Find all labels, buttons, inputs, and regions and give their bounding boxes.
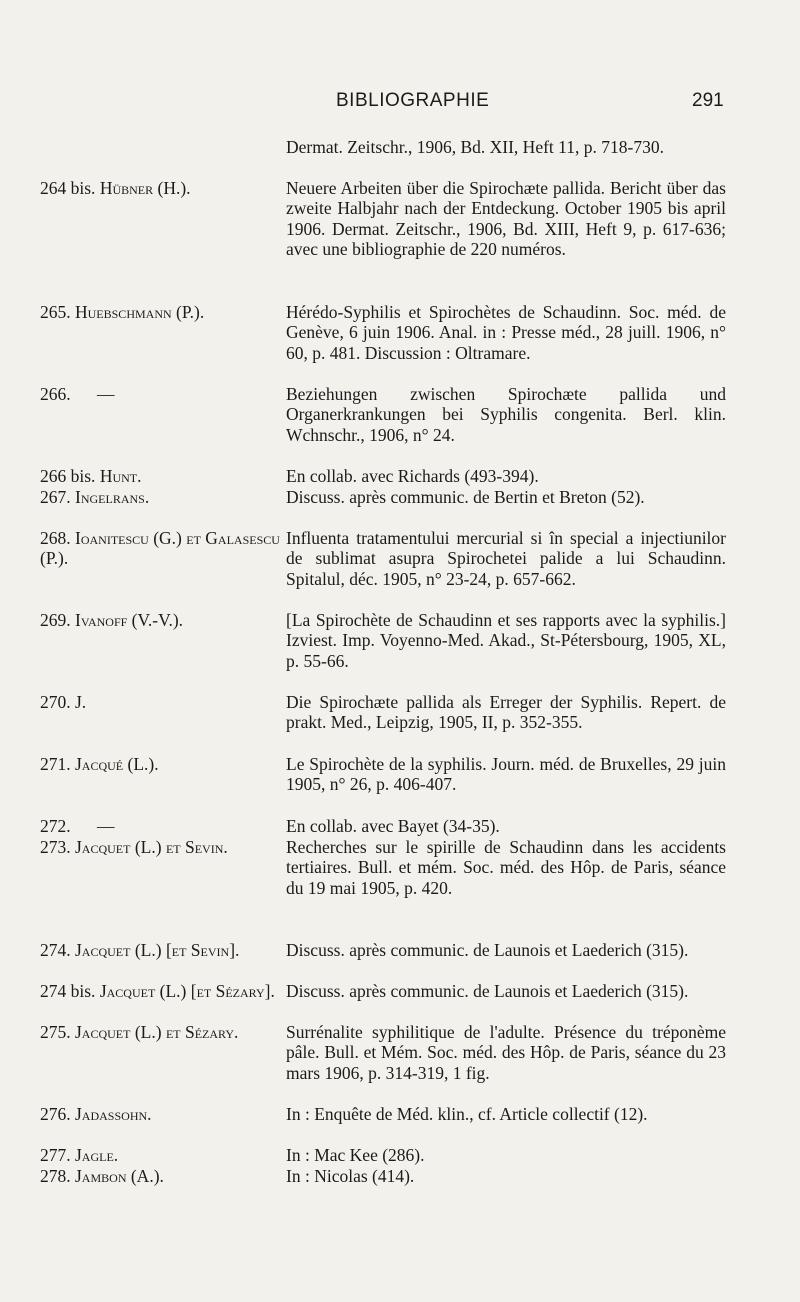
bibliography-entry [0, 302, 800, 384]
entry-heading [40, 487, 280, 507]
entry-number: 267. [40, 487, 71, 507]
entry-text: En collab. avec Richards (493-394). [286, 466, 539, 486]
entry-author: Jacquet (L.) [et Sevin]. [75, 940, 240, 960]
entry-heading [40, 754, 280, 774]
entry-number: 277. [40, 1145, 71, 1165]
bibliography-list [0, 137, 800, 1187]
entry-text: Neuere Arbeiten über die Spirochæte pallida. Bericht über das zweite Halbjahr nach der Entdeckung. October 1905 bis april 1906. Dermat. Zeitschr., 1906, Bd. XIII, Heft 9, p. 617-636; avec une bibliographie de 220 numéros. [286, 178, 726, 260]
bibliography-entry [0, 384, 800, 466]
entry-text: In : Nicolas (414). [286, 1166, 415, 1186]
bibliography-entry [0, 137, 800, 178]
entry-text: Le Spirochète de la syphilis. Journ. méd. de Bruxelles, 29 juin 1905, n° 26, p. 406-407. [286, 754, 726, 795]
entry-author: Jacqué (L.). [75, 754, 159, 774]
bibliography-entry [0, 981, 800, 1022]
entry-author: Huebschmann (P.). [75, 302, 205, 322]
entry-author: Ivanoff (V.-V.). [75, 610, 184, 630]
bibliography-entry [0, 466, 800, 487]
entry-author: Jagle. [75, 1145, 119, 1165]
page-number: 291 [692, 90, 724, 111]
entry-author: Ingelrans. [75, 487, 150, 507]
entry-number: 270. [40, 692, 71, 712]
entry-heading [40, 528, 280, 569]
bibliography-entry [0, 487, 800, 528]
entry-text: Recherches sur le spirille de Schaudinn dans les accidents tertiaires. Bull. et mém. Soc. méd. des Hôp. de Paris, séance du 19 mai 1905, p. 420. [286, 837, 726, 898]
entry-number: 275. [40, 1022, 71, 1042]
entry-author: Jacquet (L.) et Sézary. [75, 1022, 239, 1042]
page-title: BIBLIOGRAPHIE [336, 90, 490, 111]
entry-number: 271. [40, 754, 71, 774]
entry-number: 276. [40, 1104, 71, 1124]
entry-text: In : Enquête de Méd. klin., cf. Article collectif (12). [286, 1104, 648, 1124]
bibliography-entry [0, 1104, 800, 1145]
entry-text: Beziehungen zwischen Spirochæte pallida und Organerkrankungen bei Syphilis congenita. Berl. klin. Wchnschr., 1906, n° 24. [286, 384, 726, 445]
entry-heading [40, 816, 280, 836]
entry-heading [40, 302, 280, 322]
entry-text: Discuss. après communic. de Bertin et Breton (52). [286, 487, 645, 507]
entry-heading [40, 692, 280, 712]
entry-text: Surrénalite syphilitique de l'adulte. Présence du tréponème pâle. Bull. et Mém. Soc. méd. des Hôp. de Paris, séance du 23 mars 1906, p. 314-319, 1 fig. [286, 1022, 726, 1083]
bibliography-entry [0, 1166, 800, 1187]
entry-heading [40, 837, 280, 857]
entry-number: 278. [40, 1166, 71, 1186]
entry-number: 266 bis. [40, 466, 96, 486]
bibliography-entry [0, 940, 800, 981]
entry-author: Hunt. [99, 466, 142, 486]
entry-author: Jadassohn. [75, 1104, 152, 1124]
entry-heading [40, 940, 280, 960]
entry-number: 274 bis. [40, 981, 96, 1001]
bibliography-entry [0, 816, 800, 837]
entry-author: Jacquet (L.) [et Sézary]. [99, 981, 275, 1001]
entry-author: — [97, 384, 115, 404]
entry-text: En collab. avec Bayet (34-35). [286, 816, 500, 836]
entry-number: 272. [40, 816, 71, 836]
entry-author: Jambon (A.). [75, 1166, 164, 1186]
entry-heading [40, 384, 280, 404]
entry-number: 269. [40, 610, 71, 630]
entry-heading [40, 1166, 280, 1186]
entry-author: Ioanitescu (G.) et Galasescu (P.). [40, 528, 280, 569]
bibliography-entry [0, 610, 800, 692]
entry-author: — [97, 816, 115, 836]
entry-heading [40, 178, 280, 198]
bibliography-entry [0, 178, 800, 302]
entry-heading [40, 1022, 280, 1042]
entry-heading [40, 466, 280, 486]
entry-number: 265. [40, 302, 71, 322]
entry-heading [40, 610, 280, 630]
entry-text: Discuss. après communic. de Launois et Laederich (315). [286, 981, 689, 1001]
entry-text: Influenta tratamentului mercurial si în special a injectiunilor de sublimat asupra Spirochetei palide a lui Schaudinn. Spitalul, déc. 1905, n° 23-24, p. 657-662. [286, 528, 726, 589]
entry-text: Discuss. après communic. de Launois et Laederich (315). [286, 940, 689, 960]
entry-text: [La Spirochète de Schaudinn et ses rapports avec la syphilis.] Izviest. Imp. Voyenno-Med. Akad., St-Pétersbourg, 1905, XL, p. 55-66. [286, 610, 726, 671]
entry-text: Dermat. Zeitschr., 1906, Bd. XII, Heft 11, p. 718-730. [286, 137, 664, 157]
entry-text: In : Mac Kee (286). [286, 1145, 425, 1165]
entry-number: 273. [40, 837, 71, 857]
entry-text: Hérédo-Syphilis et Spirochètes de Schaudinn. Soc. méd. de Genève, 6 juin 1906. Anal. in : Presse méd., 28 juill. 1906, n° 60, p. 481. Discussion : Oltramare. [286, 302, 726, 363]
entry-number: 266. [40, 384, 71, 404]
bibliography-entry [0, 692, 800, 754]
entry-number: 264 bis. [40, 178, 96, 198]
bibliography-entry [0, 1022, 800, 1104]
entry-text: Die Spirochæte pallida als Erreger der Syphilis. Repert. de prakt. Med., Leipzig, 1905, II, p. 352-355. [286, 692, 726, 733]
entry-author: J. [75, 692, 87, 712]
bibliography-entry [0, 528, 800, 610]
running-head [0, 90, 800, 120]
bibliography-entry [0, 837, 800, 940]
entry-heading [40, 1104, 280, 1124]
entry-author: Hübner (H.). [99, 178, 191, 198]
entry-number: 268. [40, 528, 71, 548]
bibliography-entry [0, 1145, 800, 1166]
entry-number: 274. [40, 940, 71, 960]
entry-heading [40, 981, 280, 1001]
bibliography-entry [0, 754, 800, 816]
entry-author: Jacquet (L.) et Sevin. [75, 837, 228, 857]
entry-heading [40, 1145, 280, 1165]
